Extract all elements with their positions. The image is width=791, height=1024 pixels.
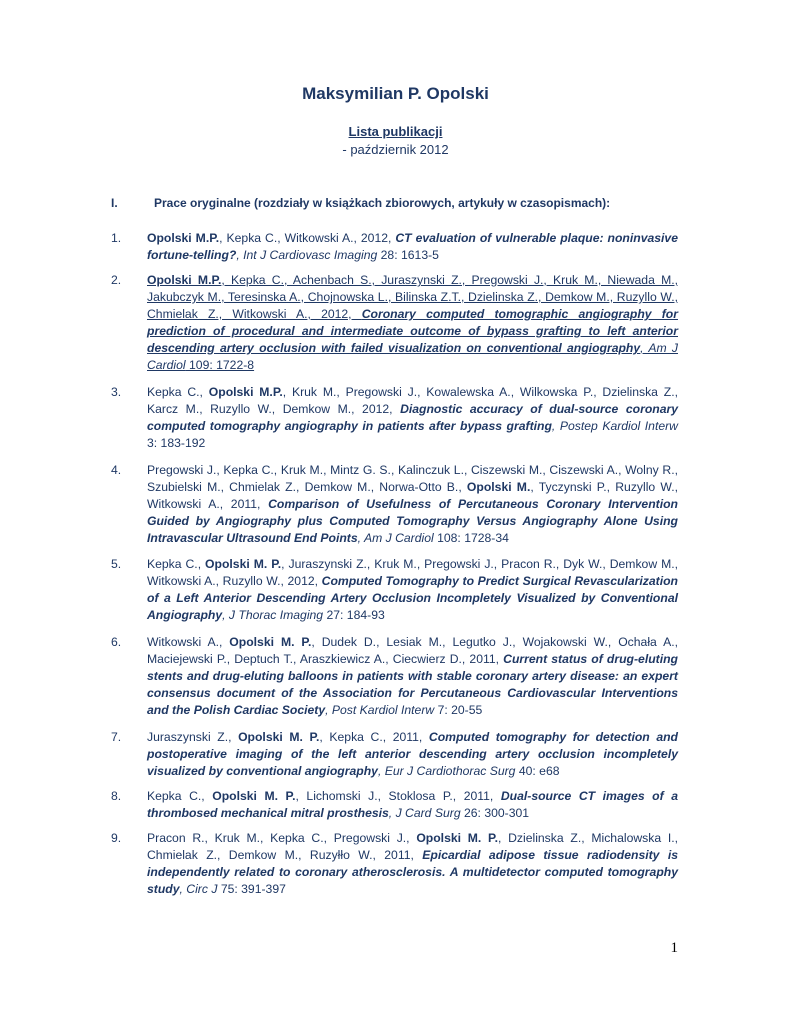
entry-text <box>147 384 678 452</box>
entry-journal: , J Card Surg <box>388 806 461 820</box>
entry-authors: , Kepka C., Achenbach S., Juraszynski Z., Pregowski J., Kruk M., Niewada M., Jakubczyk M., Teresinska A., Chojnowska L., Bilinska Z.T., Dzielinska Z., Demkow M., Ruzyllo W., Chmielak Z., Witkowski A., 2012, <box>147 273 678 321</box>
entry-authors-pre: Juraszynski Z., <box>147 730 239 744</box>
entry-title: Diagnostic accuracy of dual-source coronary computed tomography angiography in patients after bypass grafting <box>147 402 679 433</box>
entry-text <box>147 830 678 898</box>
entry-title: Dual-source CT images of a thrombosed mechanical mitral prosthesis <box>147 789 678 820</box>
publication-entry <box>111 830 678 898</box>
entry-authors-pre: Kepka C., <box>147 789 213 803</box>
entry-journal: , Am J Cardiol <box>357 531 434 545</box>
list-date: - październik 2012 <box>342 142 449 157</box>
entry-authors: , Kruk M., Pregowski J., Kowalewska A., Wilkowska P., Dzielinska Z., Karcz M., Ruzyllo W., Demkow M., 2012, <box>147 385 678 416</box>
entry-number: 4. <box>111 463 122 477</box>
entry-number: 7. <box>111 730 122 744</box>
publication-entry <box>111 729 678 780</box>
entry-self-author: Opolski M.P. <box>147 273 222 287</box>
entry-journal: , Postep Kardiol Interw <box>551 419 678 433</box>
entry-authors: , Dzielinska Z., Michalowska I., Chmielak Z., Demkow M., Ruzyłło W., 2011, <box>147 831 679 862</box>
entry-number: 8. <box>111 789 122 803</box>
entry-citation: 108: 1728-34 <box>433 531 509 545</box>
entry-text <box>147 230 678 264</box>
entry-citation: 40: e68 <box>515 764 560 778</box>
entry-journal: , J Thorac Imaging <box>222 608 324 622</box>
publication-entry <box>111 462 678 547</box>
entry-self-author: Opolski M. P. <box>205 557 282 571</box>
entry-title: Computed Tomography to Predict Surgical Revascularization of a Left Anterior Descending Artery Occlusion Incompletely Visualized by Conventional Angiography <box>147 574 678 622</box>
entry-citation: 28: 1613-5 <box>377 248 439 262</box>
entry-self-author: Opolski M.P. <box>147 231 220 245</box>
list-title: Lista publikacji <box>348 124 443 139</box>
entry-citation: 3: 183-192 <box>147 436 206 450</box>
entry-journal: , Eur J Cardiothorac Surg <box>377 764 516 778</box>
entry-authors: , Lichomski J., Stoklosa P., 2011, <box>295 789 501 803</box>
publication-entry <box>111 230 678 264</box>
entry-authors-pre: Kepka C., <box>147 557 206 571</box>
entry-authors-pre: Pracon R., Kruk M., Kepka C., Pregowski J., <box>147 831 417 845</box>
entry-number: 3. <box>111 385 122 399</box>
entry-text <box>147 729 678 780</box>
entry-authors: , Juraszynski Z., Kruk M., Pregowski J., Pracon R., Dyk W., Demkow M., Witkowski A., Ruzyllo W., 2012, <box>147 557 679 588</box>
entry-citation: 109: 1722-8 <box>185 358 255 372</box>
entry-citation: 26: 300-301 <box>460 806 530 820</box>
entry-title: Current status of drug-eluting stents and drug-eluting balloons in patients with stable coronary artery disease: an expert consensus document of the Association for Percutaneous Cardiovascular Interventions and the Polish Cardiac Society <box>147 652 678 717</box>
entry-authors: , Kepka C., 2011, <box>319 730 429 744</box>
publication-entry <box>111 634 678 719</box>
entry-journal: , Am J Cardiol <box>147 341 678 372</box>
publication-entry <box>111 384 678 452</box>
entry-authors: , Tyczynski P., Ruzyllo W., Witkowski A., 2011, <box>147 480 679 511</box>
entry-title: Coronary computed tomographic angiography for prediction of procedural and intermediate outcome of bypass grafting to left anterior descending artery occlusion with failed visualization on conventional angiography <box>147 307 678 355</box>
entry-number: 9. <box>111 831 122 845</box>
entry-self-author: Opolski M. P. <box>238 730 320 744</box>
entry-text <box>147 556 678 624</box>
entry-text <box>147 272 678 374</box>
entry-text <box>147 788 678 822</box>
entry-title: Epicardial adipose tissue radiodensity is independently related to coronary atherosclerosis. A multidetector computed tomography study <box>147 848 678 896</box>
publication-entry <box>111 272 678 374</box>
publication-entry <box>111 556 678 624</box>
entry-title: Computed tomography for detection and postoperative imaging of the left anterior descending artery occlusion incompletely visualized by conventional angiography <box>147 730 678 778</box>
entry-authors-pre: Witkowski A., <box>147 635 230 649</box>
section-number: I. <box>111 196 118 210</box>
entry-title: Comparison of Usefulness of Percutaneous Coronary Intervention Guided by Angiography plus Computed Tomography Versus Angiography Alone Using Intravascular Ultrasound End Points <box>147 497 678 545</box>
entry-self-author: Opolski M. P. <box>229 635 312 649</box>
entry-text <box>147 634 678 719</box>
entry-title: CT evaluation of vulnerable plaque: noninvasive fortune-telling? <box>147 231 678 262</box>
entry-number: 5. <box>111 557 122 571</box>
entry-journal: , Post Kardiol Interw <box>325 703 435 717</box>
entry-authors-pre: Kepka C., <box>147 385 209 399</box>
entry-authors-pre: Pregowski J., Kepka C., Kruk M., Mintz G. S., Kalinczuk L., Ciszewski M., Ciszewski A., Wolny R., Szubielski M., Chmielak Z., Demkow M., Norwa-Otto B., <box>147 463 678 494</box>
entry-authors: , Kepka C., Witkowski A., 2012, <box>219 231 396 245</box>
entry-self-author: Opolski M. P. <box>212 789 296 803</box>
entry-authors: , Dudek D., Lesiak M., Legutko J., Wojakowski W., Ochała A., Maciejewski P., Deptuch T., Araszkiewicz A., Ciecwierz D., 2011, <box>147 635 678 666</box>
publication-entry <box>111 788 678 822</box>
entry-journal: , Circ J <box>179 882 218 896</box>
entry-citation: 7: 20-55 <box>434 703 483 717</box>
entry-number: 1. <box>111 231 122 245</box>
entry-self-author: Opolski M. P. <box>416 831 498 845</box>
entry-citation: 75: 391-397 <box>217 882 286 896</box>
entry-self-author: Opolski M.P. <box>208 385 283 399</box>
entry-self-author: Opolski M. <box>466 480 531 494</box>
section-title: Prace oryginalne (rozdziały w książkach zbiorowych, artykuły w czasopismach): <box>154 196 611 210</box>
entry-journal: , Int J Cardiovasc Imaging <box>236 248 378 262</box>
entry-text <box>147 462 678 547</box>
page-number: 1 <box>670 940 678 956</box>
entry-number: 6. <box>111 635 122 649</box>
entry-citation: 27: 184-93 <box>323 608 385 622</box>
entry-number: 2. <box>111 273 122 287</box>
author-name: Maksymilian P. Opolski <box>302 84 489 103</box>
